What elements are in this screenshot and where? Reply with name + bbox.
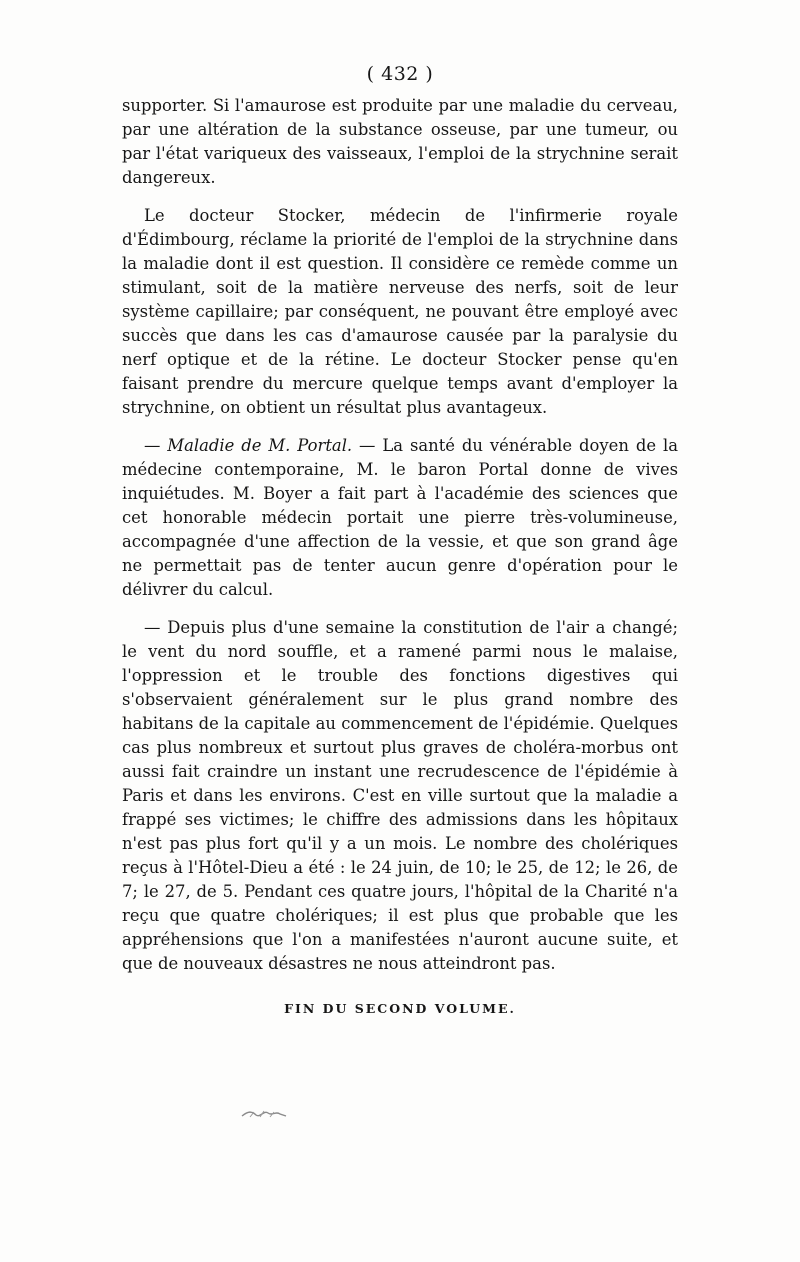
portal-heading: — Maladie de M. Portal. — xyxy=(144,436,376,455)
portal-body: La santé du vénérable doyen de la médecine contemporaine, M. le baron Portal donne de vives inquiétudes. M. Boyer a fait part à l'académie des sciences que cet honorable médecin portait une pierre très-volumineuse, accompagnée d'une affection de la vessie, et que son grand âge ne permettait pas de tenter aucun genre d'opération pour le délivrer du calcul. xyxy=(122,436,678,599)
paragraph-cholera: — Depuis plus d'une semaine la constitution de l'air a changé; le vent du nord souffle, et a ramené parmi nous le malaise, l'oppression et le trouble des fonctions digestives qui s'observaient généralement sur le plus grand nombre des habitans de la capitale au commencement de l'épidémie. Quelques cas plus nombreux et surtout plus graves de choléra-morbus ont aussi fait craindre un instant une recrudescence de l'épidémie à Paris et dans les environs. C'est en ville surtout que la maladie a frappé ses victimes; le chiffre des admissions dans les hôpitaux n'est pas plus fort qu'il y a un mois. Le nombre des cholériques reçus à l'Hôtel-Dieu a été : le 24 juin, de 10; le 25, de 12; le 26, de 7; le 27, de 5. Pendant ces quatre jours, l'hôpital de la Charité n'a reçu que quatre cholériques; il est plus que probable que les appréhensions que l'on a manifestées n'auront aucune suite, et que de nouveaux désastres ne nous atteindront pas. xyxy=(122,618,678,973)
body-text xyxy=(122,94,678,990)
paragraph-strychnine-end: supporter. Si l'amaurose est produite par une maladie du cerveau, par une altération de la substance osseuse, par une tumeur, ou par l'état variqueux des vaisseaux, l'emploi de la strychnine serait dangereux. xyxy=(122,96,678,187)
paragraph-portal xyxy=(122,434,678,602)
end-of-volume-heading: FIN DU SECOND VOLUME. xyxy=(284,1001,516,1016)
paragraph-stocker: Le docteur Stocker, médecin de l'infirmerie royale d'Édimbourg, réclame la priorité de l'emploi de la strychnine dans la maladie dont il est question. Il considère ce remède comme un stimulant, soit de la matière nerveuse des nerfs, soit de leur système capillaire; par conséquent, ne pouvant être employé avec succès que dans les cas d'amaurose causée par la paralysie du nerf optique et de la rétine. Le docteur Stocker pense qu'en faisant prendre du mercure quelque temps avant d'employer la strychnine, on obtient un résultat plus avantageux. xyxy=(122,206,678,417)
printer-flourish-icon xyxy=(240,1108,288,1120)
page-number: ( 432 ) xyxy=(366,63,434,85)
